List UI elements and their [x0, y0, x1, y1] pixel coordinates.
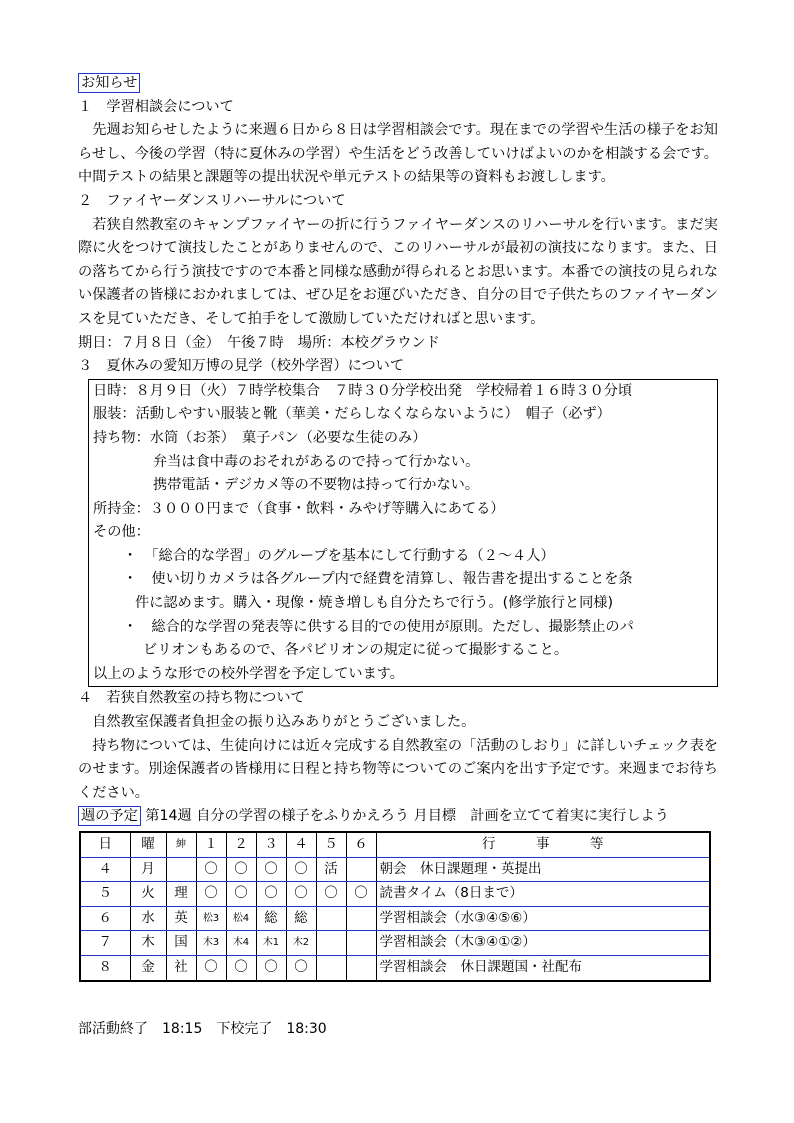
cell-period: 〇 — [196, 857, 226, 882]
cell-events: 読書タイム（8日まで） — [376, 882, 710, 907]
schedule-header-row — [80, 832, 710, 857]
cell-weekday: 水 — [130, 906, 166, 931]
trip-items-note-2: 携帯電話・デジカメ等の不要物は持って行かない。 — [153, 477, 480, 494]
cell-period: 松3 — [196, 906, 226, 931]
cell-period — [316, 955, 346, 980]
trip-money: 所持金：３０００円まで（食事・飲料・みやげ等購入にあてる） — [93, 500, 505, 517]
cell-period: 〇 — [196, 882, 226, 907]
section-2-body: 若狭自然教室のキャンプファイヤーの折に行うファイヤーダンスのリハーサルを行います。まだ実際に火をつけて演技したことがありませんので、このリハーサルが最初の演技になります。また、日の落ちてから行う演技ですので本番と同様な感動が得られるとお思います。本番での演技の見られない保護者の皆様におかれましては、ぜひ足をお運びいただき、自分の目で子供たちのファイヤーダンスを見ていただき、そして拍手をして激励していただければと思います。 — [78, 216, 718, 327]
cell-events: 朝会 休日課題理・英提出 — [376, 857, 710, 882]
header-events: 行 事 等 — [376, 832, 710, 857]
weekly-schedule-heading — [78, 805, 718, 829]
trip-bullet-2b: 件に認めます。購入・現像・焼き増しも自分たちで行う。(修学旅行と同様) — [135, 595, 613, 612]
section-2-title: ２ ファイヤーダンスリハーサルについて — [78, 192, 346, 209]
section-4-body-2: 持ち物については、生徒向けには近々完成する自然教室の「活動のしおり」に詳しいチェック表をのせます。別途保護者の皆様用に日程と持ち物等についてのご案内を出す予定です。来週までお待ちください。 — [78, 737, 718, 801]
trip-bullet-2a: ・ 使い切りカメラは各グループ内で経費を清算し、報告書を提出することを条 — [123, 571, 633, 588]
trip-bullet-3a: ・ 総合的な学習の発表等に供する目的での使用が原則。ただし、撮影禁止のパ — [123, 618, 634, 635]
section-4-body-1: 自然教室保護者負担金の振り込みありがとうございました。 — [92, 714, 476, 731]
header-period-5: ５ — [316, 832, 346, 857]
cell-period: 〇 — [286, 882, 316, 907]
cell-day: ７ — [80, 931, 130, 956]
trip-bullet-1: ・ 「総合的な学習」のグループを基本にして行動する（２～４人） — [123, 547, 555, 564]
cell-period — [346, 955, 376, 980]
trip-datetime: 日時：８月９日（火）７時学校集合 ７時３０分学校出発 学校帰着１６時３０分頃 — [93, 382, 633, 399]
cell-period: 総 — [256, 906, 286, 931]
cell-day: ６ — [80, 906, 130, 931]
cell-weekday: 木 — [130, 931, 166, 956]
cell-period — [346, 857, 376, 882]
cell-period: 〇 — [316, 882, 346, 907]
header-period-4: ４ — [286, 832, 316, 857]
cell-morning: 理 — [166, 882, 196, 907]
trip-details-box — [88, 379, 718, 688]
section-2-when: 期日：７月８日（金） 午後７時 場所：本校グラウンド — [78, 334, 440, 351]
cell-period: 木2 — [286, 931, 316, 956]
cell-period: 〇 — [286, 857, 316, 882]
cell-period: 木1 — [256, 931, 286, 956]
table-row — [80, 882, 710, 907]
cell-period: 木3 — [196, 931, 226, 956]
section-1-title: １ 学習相談会について — [78, 98, 234, 115]
cell-day: ５ — [80, 882, 130, 907]
cell-period: 松4 — [226, 906, 256, 931]
cell-weekday: 金 — [130, 955, 166, 980]
cell-morning: 国 — [166, 931, 196, 956]
cell-morning: 英 — [166, 906, 196, 931]
trip-closing: 以上のような形での校外学習を予定しています。 — [93, 665, 404, 682]
header-period-6: ６ — [346, 832, 376, 857]
cell-period: 〇 — [256, 882, 286, 907]
cell-period: 総 — [286, 906, 316, 931]
section-4-title: ４ 若狭自然教室の持ち物について — [78, 690, 305, 707]
weekly-schedule-table — [79, 831, 711, 982]
cell-day: ８ — [80, 955, 130, 980]
header-period-1: １ — [196, 832, 226, 857]
section-1-body: 先週お知らせしたように来週６日から８日は学習相談会です。現在までの学習や生活の様子をお知らせし、今後の学習（特に夏休みの学習）や生活をどう改善していけばよいのかを相談する会です。中間テストの結果と課題等の提出状況や単元テストの結果等の資料もお渡しします。 — [78, 122, 718, 186]
cell-period — [316, 931, 346, 956]
trip-bullet-3b: ビリオンもあるので、各パビリオンの規定に従って撮影すること。 — [143, 642, 569, 659]
table-row — [80, 955, 710, 980]
header-period-2: ２ — [226, 832, 256, 857]
trip-items: 持ち物：水筒（お茶） 菓子パン（必要な生徒のみ） — [93, 429, 427, 446]
header-day: 日 — [80, 832, 130, 857]
cell-period: 〇 — [346, 882, 376, 907]
cell-weekday: 火 — [130, 882, 166, 907]
cell-period — [316, 906, 346, 931]
notice-label — [78, 72, 718, 96]
trip-clothes: 服装：活動しやすい服装と靴（華美・だらしなくならないように） 帽子（必ず） — [93, 406, 611, 423]
club-dismissal-times: 部活動終了 18:15 下校完了 18:30 — [78, 1021, 327, 1037]
table-row — [80, 931, 710, 956]
table-row — [80, 906, 710, 931]
cell-morning: 社 — [166, 955, 196, 980]
notice-page — [78, 72, 718, 982]
weekly-schedule-label: 週の予定 — [78, 806, 141, 826]
cell-period: 〇 — [286, 955, 316, 980]
cell-period: 〇 — [256, 857, 286, 882]
cell-period: 木4 — [226, 931, 256, 956]
cell-day: ４ — [80, 857, 130, 882]
cell-events: 学習相談会（水③④⑤⑥） — [376, 906, 710, 931]
cell-period: 〇 — [226, 955, 256, 980]
cell-weekday: 月 — [130, 857, 166, 882]
trip-items-note-1: 弁当は食中毒のおそれがあるので持って行かない。 — [153, 453, 480, 470]
trip-other-label: その他： — [93, 524, 150, 541]
cell-period: 〇 — [196, 955, 226, 980]
header-morning: 紳 — [166, 832, 196, 857]
cell-period — [346, 931, 376, 956]
cell-period: 〇 — [226, 857, 256, 882]
table-row — [80, 857, 710, 882]
weekly-schedule-title: 第14週 自分の学習の様子をふりかえろう 月目標 計画を立てて着実に実行しよう — [145, 808, 669, 825]
cell-morning — [166, 857, 196, 882]
cell-events: 学習相談会（木③④①②） — [376, 931, 710, 956]
header-weekday: 曜 — [130, 832, 166, 857]
cell-period: 〇 — [226, 882, 256, 907]
cell-period — [346, 906, 376, 931]
notice-label-box: お知らせ — [78, 73, 140, 93]
cell-period: 〇 — [256, 955, 286, 980]
cell-events: 学習相談会 休日課題国・社配布 — [376, 955, 710, 980]
section-3-title: ３ 夏休みの愛知万博の見学（校外学習）について — [78, 358, 405, 375]
cell-period: 活 — [316, 857, 346, 882]
header-period-3: ３ — [256, 832, 286, 857]
